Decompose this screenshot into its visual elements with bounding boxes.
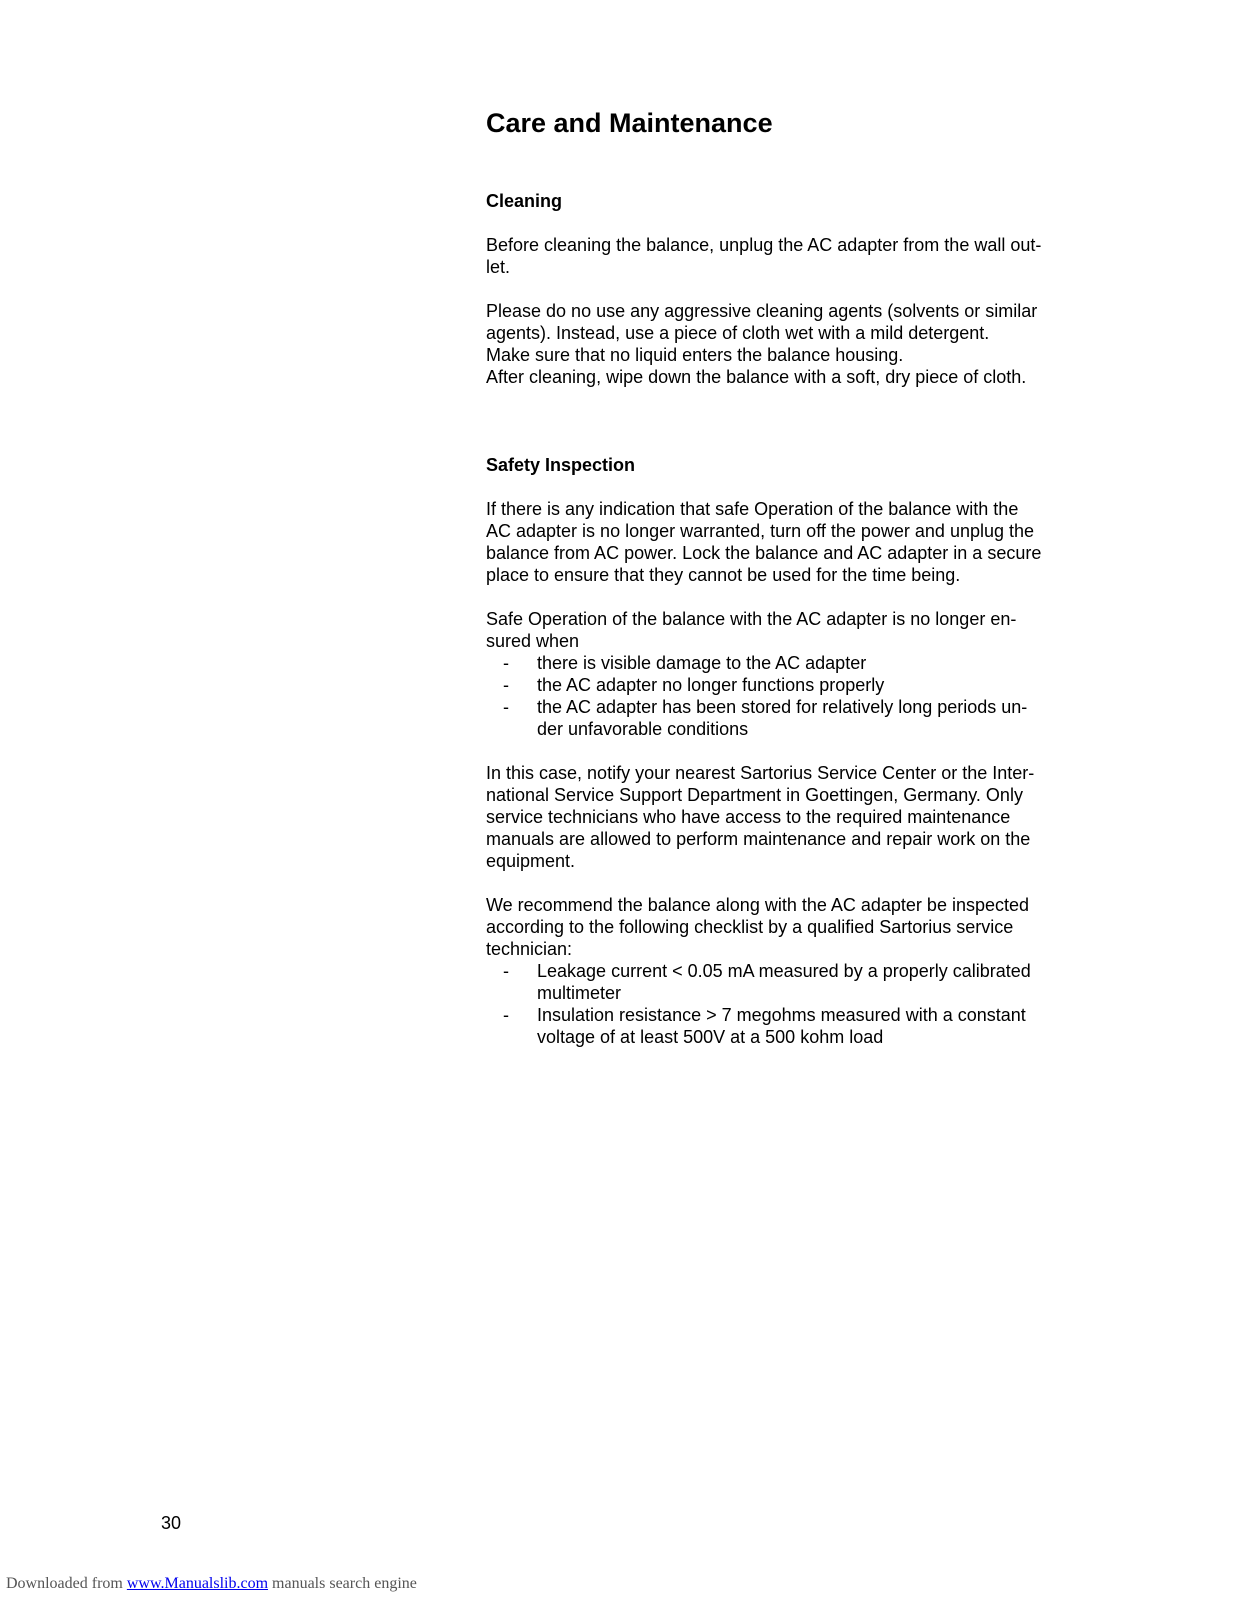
text-line: the AC adapter no longer functions properly: [537, 675, 885, 695]
text-line: let.: [486, 257, 511, 277]
text-line: service technicians who have access to the required maintenance: [486, 807, 1011, 827]
text-line: Leakage current < 0.05 mA measured by a properly calibrated: [537, 961, 1031, 981]
manualslib-link[interactable]: www.Manualslib.com: [126, 1575, 269, 1592]
bullet-dash: -: [503, 653, 509, 673]
text-line: AC adapter is no longer warranted, turn off the power and unplug the: [486, 521, 1035, 541]
text-line: technician:: [486, 939, 573, 959]
safety-inspection-heading: Safety Inspection: [486, 455, 636, 475]
list-item: [486, 960, 1086, 1004]
footer-prefix: Downloaded from: [6, 1575, 127, 1592]
safety-paragraph-1: [486, 498, 1086, 586]
text-line: sured when: [486, 631, 580, 651]
text-line: In this case, notify your nearest Sartorius Service Center or the Inter-: [486, 763, 1035, 783]
download-footer: [6, 1574, 417, 1594]
list-item: [486, 652, 1086, 674]
bullet-dash: -: [503, 675, 509, 695]
text-line: Please do no use any aggressive cleaning agents (solvents or similar: [486, 301, 1038, 321]
text-line: according to the following checklist by a qualified Sartorius service: [486, 917, 1014, 937]
cleaning-paragraph-1: [486, 234, 1086, 278]
list-item: [486, 674, 1086, 696]
text-line: der unfavorable conditions: [537, 719, 749, 739]
bullet-dash: -: [503, 961, 509, 981]
text-line: manuals are allowed to perform maintenance and repair work on the: [486, 829, 1031, 849]
text-line: national Service Support Department in Goettingen, Germany. Only: [486, 785, 1023, 805]
list-item: [486, 1004, 1086, 1048]
safety-paragraph-2: [486, 608, 1086, 652]
safety-paragraph-4: [486, 894, 1086, 960]
text-line: balance from AC power. Lock the balance and AC adapter in a secure: [486, 543, 1042, 563]
list-item: [486, 696, 1086, 740]
text-line: We recommend the balance along with the AC adapter be inspected: [486, 895, 1030, 915]
text-line: If there is any indication that safe Operation of the balance with the: [486, 499, 1019, 519]
page-title: Care and Maintenance: [486, 108, 773, 138]
cleaning-paragraph-2: [486, 300, 1086, 388]
text-line: equipment.: [486, 851, 576, 871]
text-line: Make sure that no liquid enters the balance housing.: [486, 345, 904, 365]
safety-paragraph-3: [486, 762, 1086, 872]
text-line: place to ensure that they cannot be used for the time being.: [486, 565, 961, 585]
text-line: Safe Operation of the balance with the AC adapter is no longer en-: [486, 609, 1017, 629]
text-line: the AC adapter has been stored for relatively long periods un-: [537, 697, 1028, 717]
inspection-checklist: [486, 960, 1086, 1048]
cleaning-heading: Cleaning: [486, 191, 563, 211]
page-number: 30: [161, 1513, 182, 1533]
text-line: voltage of at least 500V at a 500 kohm load: [537, 1027, 884, 1047]
bullet-dash: -: [503, 697, 509, 717]
page-content: [486, 100, 1086, 1048]
footer-suffix: manuals search engine: [268, 1575, 417, 1592]
bullet-dash: -: [503, 1005, 509, 1025]
text-line: Before cleaning the balance, unplug the AC adapter from the wall out-: [486, 235, 1042, 255]
text-line: multimeter: [537, 983, 622, 1003]
text-line: there is visible damage to the AC adapter: [537, 653, 867, 673]
damage-conditions-list: [486, 652, 1086, 740]
text-line: agents). Instead, use a piece of cloth wet with a mild detergent.: [486, 323, 990, 343]
text-line: Insulation resistance > 7 megohms measured with a constant: [537, 1005, 1026, 1025]
text-line: After cleaning, wipe down the balance with a soft, dry piece of cloth.: [486, 367, 1027, 387]
